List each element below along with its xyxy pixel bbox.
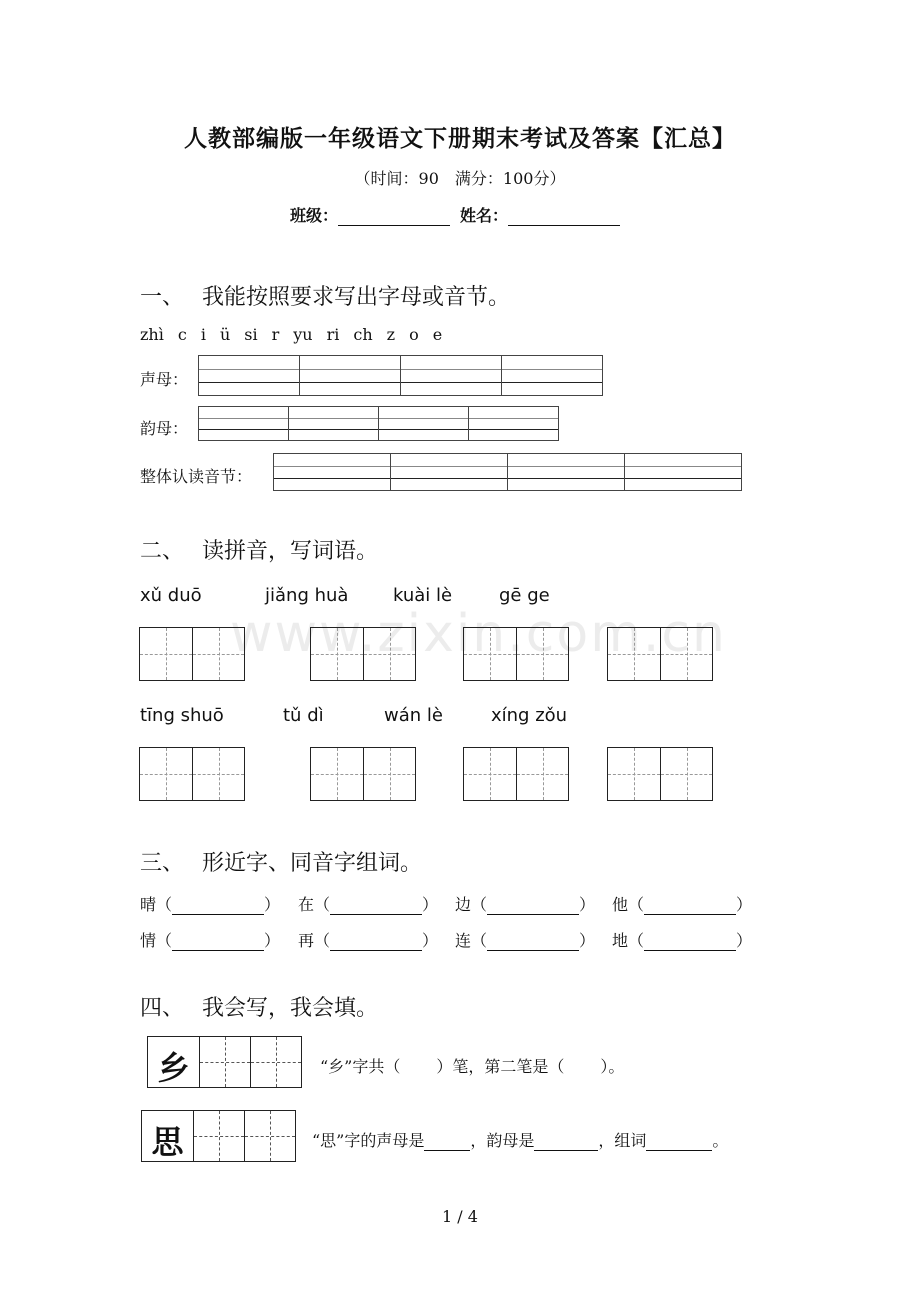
tianzige-cell[interactable] <box>608 748 660 800</box>
answer-blank[interactable] <box>534 1135 598 1151</box>
pinyin-word: tīng shuō <box>140 705 224 726</box>
pinyin-word: tǔ dì <box>283 705 324 726</box>
watermark: www.zixin.com.cn <box>230 604 727 664</box>
word-item: 晴（ ） <box>140 895 281 914</box>
exam-time: （时间：90 <box>354 169 439 188</box>
answer-blank[interactable] <box>564 1062 600 1077</box>
class-label: 班级： <box>289 206 338 225</box>
letter-item: ü <box>219 325 231 344</box>
word-item: 在（ ） <box>298 895 439 914</box>
tianzige-cell[interactable] <box>192 628 244 680</box>
writing-cell[interactable] <box>289 406 379 441</box>
pinyin-word: xíng zǒu <box>491 705 568 726</box>
exam-info <box>0 166 920 189</box>
section-title: 读拼音，写词语。 <box>202 539 379 564</box>
letter-item: i <box>200 325 206 344</box>
writing-cell[interactable] <box>391 453 508 491</box>
tianzige-cell[interactable] <box>193 1111 244 1161</box>
question-text: ，韵母是 <box>470 1131 535 1150</box>
tianzige-cell[interactable] <box>250 1037 301 1087</box>
tianzige-cell[interactable] <box>311 748 363 800</box>
yunmu-grid[interactable] <box>198 406 559 441</box>
pinyin-word: xǔ duō <box>140 585 202 606</box>
answer-blank[interactable] <box>487 935 579 951</box>
pinyin-word: wán lè <box>384 705 443 726</box>
writing-cell[interactable] <box>274 453 391 491</box>
model-char-cell <box>148 1037 199 1087</box>
question-text: ，组词 <box>598 1131 647 1150</box>
class-field[interactable] <box>338 209 450 226</box>
question-text: 。 <box>712 1131 729 1150</box>
zhengti-grid[interactable] <box>273 453 742 491</box>
model-char: 乡 <box>157 1049 190 1087</box>
writing-cell[interactable] <box>469 406 559 441</box>
name-label: 姓名： <box>460 206 509 225</box>
writing-cell[interactable] <box>625 453 742 491</box>
word-item: 连（ ） <box>455 931 596 950</box>
answer-blank[interactable] <box>487 899 579 915</box>
char-practice-box-si[interactable] <box>141 1110 296 1162</box>
tianzige-cell[interactable] <box>464 628 516 680</box>
zhengti-label: 整体认读音节： <box>140 467 253 486</box>
letter-item: e <box>432 325 443 344</box>
tianzige-box[interactable] <box>310 627 416 681</box>
tianzige-box[interactable] <box>607 627 713 681</box>
question-text: “乡”字共（ <box>320 1057 401 1076</box>
question-text: ）。 <box>600 1057 625 1076</box>
section-title: 我能按照要求写出字母或音节。 <box>202 285 511 310</box>
model-char-cell <box>142 1111 193 1161</box>
tianzige-cell[interactable] <box>516 748 568 800</box>
section-number: 二、 <box>140 539 185 564</box>
char-practice-box-xiang[interactable] <box>147 1036 302 1088</box>
pinyin-row-1 <box>0 585 920 609</box>
writing-cell[interactable] <box>502 355 603 396</box>
answer-blank[interactable] <box>330 899 422 915</box>
letter-item: z <box>386 325 396 344</box>
section-3-heading <box>140 846 422 877</box>
word-item: 他（ ） <box>612 895 753 914</box>
shengmu-grid[interactable] <box>198 355 603 396</box>
answer-blank[interactable] <box>644 899 736 915</box>
shengmu-label: 声母： <box>140 370 189 389</box>
exam-score: 满分：100分） <box>454 169 566 188</box>
question-si <box>312 1128 728 1151</box>
tianzige-cell[interactable] <box>311 628 363 680</box>
writing-cell[interactable] <box>300 355 401 396</box>
letter-item: o <box>409 325 419 344</box>
page-number: 1 / 4 <box>442 1207 478 1226</box>
question-xiang <box>320 1054 624 1077</box>
word-item: 地（ ） <box>612 931 753 950</box>
tianzige-cell[interactable] <box>608 628 660 680</box>
word-row-1 <box>0 892 920 914</box>
pinyin-row-2 <box>0 705 920 729</box>
letter-item: ch <box>353 325 373 344</box>
tianzige-box[interactable] <box>607 747 713 801</box>
answer-blank[interactable] <box>644 935 736 951</box>
tianzige-cell[interactable] <box>140 748 192 800</box>
section-2-heading <box>140 534 378 565</box>
answer-blank[interactable] <box>172 935 264 951</box>
section-1-heading <box>140 280 510 311</box>
letter-list <box>140 325 456 344</box>
letter-item: yu <box>293 325 313 344</box>
tianzige-cell[interactable] <box>363 748 415 800</box>
tianzige-box[interactable] <box>139 627 245 681</box>
tianzige-cell[interactable] <box>363 628 415 680</box>
writing-cell[interactable] <box>401 355 502 396</box>
name-field[interactable] <box>508 209 620 226</box>
tianzige-cell[interactable] <box>464 748 516 800</box>
pinyin-word: jiǎng huà <box>265 585 349 606</box>
section-4-heading <box>140 991 378 1022</box>
letter-item: ri <box>326 325 340 344</box>
yunmu-label: 韵母： <box>140 419 189 438</box>
question-text: ）笔，第二笔是（ <box>436 1057 565 1076</box>
student-info <box>0 203 920 226</box>
tianzige-cell[interactable] <box>140 628 192 680</box>
section-title: 我会写，我会填。 <box>202 996 379 1021</box>
word-row-2 <box>0 928 920 950</box>
tianzige-box[interactable] <box>463 747 569 801</box>
answer-blank[interactable] <box>646 1135 712 1151</box>
letter-item: si <box>244 325 258 344</box>
model-char: 思 <box>151 1123 184 1161</box>
tianzige-cell[interactable] <box>199 1037 250 1087</box>
answer-blank[interactable] <box>424 1135 470 1151</box>
tianzige-cell[interactable] <box>192 748 244 800</box>
letter-item: r <box>271 325 280 344</box>
pinyin-word: gē ge <box>499 585 550 606</box>
tianzige-cell[interactable] <box>244 1111 295 1161</box>
answer-blank[interactable] <box>400 1062 436 1077</box>
writing-cell[interactable] <box>199 406 289 441</box>
letter-item: zhì <box>140 325 164 344</box>
tianzige-box[interactable] <box>310 747 416 801</box>
tianzige-cell[interactable] <box>660 748 712 800</box>
word-item: 边（ ） <box>455 895 596 914</box>
pinyin-word: kuài lè <box>393 585 453 606</box>
section-number: 三、 <box>140 851 185 876</box>
writing-cell[interactable] <box>379 406 469 441</box>
tianzige-box[interactable] <box>139 747 245 801</box>
letter-item: c <box>177 325 187 344</box>
tianzige-box[interactable] <box>463 627 569 681</box>
tianzige-cell[interactable] <box>660 628 712 680</box>
section-title: 形近字、同音字组词。 <box>202 851 423 876</box>
answer-blank[interactable] <box>172 899 264 915</box>
word-item: 再（ ） <box>298 931 439 950</box>
section-number: 一、 <box>140 285 185 310</box>
tianzige-cell[interactable] <box>516 628 568 680</box>
answer-blank[interactable] <box>330 935 422 951</box>
section-number: 四、 <box>140 996 185 1021</box>
page-title: 人教部编版一年级语文下册期末考试及答案【汇总】 <box>184 125 736 152</box>
writing-cell[interactable] <box>508 453 625 491</box>
writing-cell[interactable] <box>199 355 300 396</box>
question-text: “思”字的声母是 <box>312 1131 425 1150</box>
word-item: 情（ ） <box>140 931 281 950</box>
